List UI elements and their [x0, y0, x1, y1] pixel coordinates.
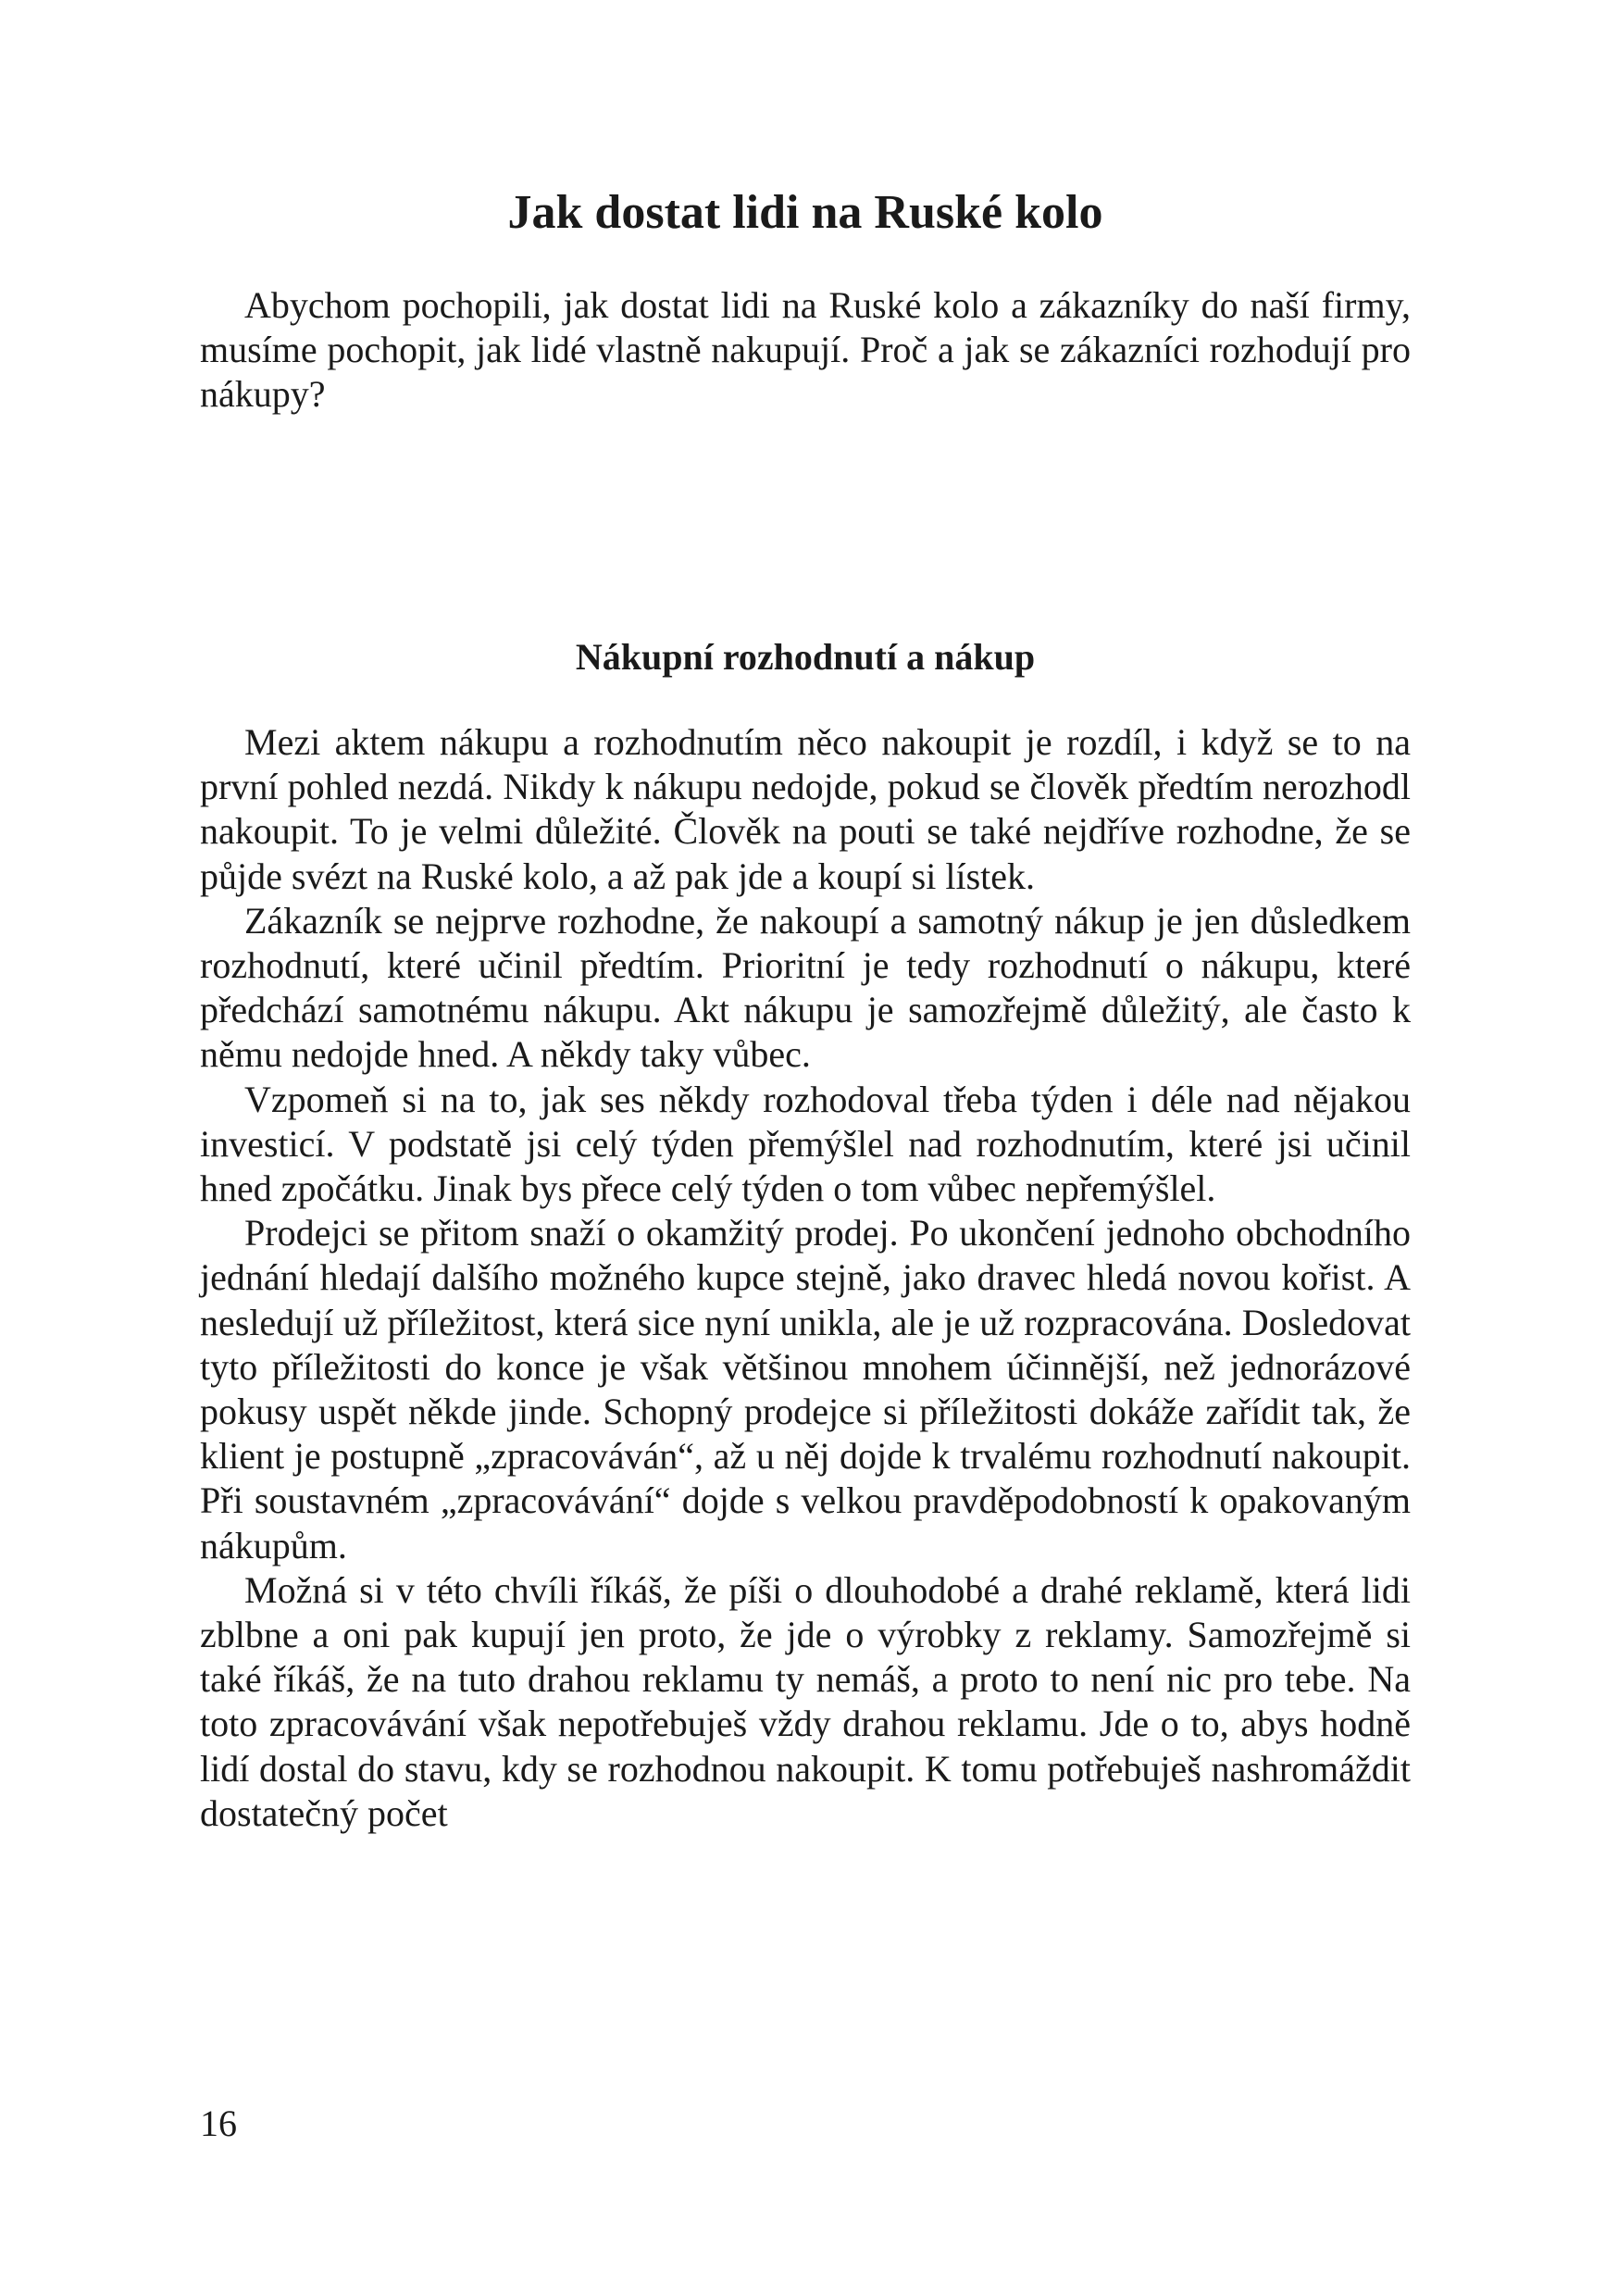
body-paragraph: Prodejci se přitom snaží o okamžitý prodej. Po ukončení jednoho obchodního jednání hledají dalšího možného kupce stejně, jako dravec hledá novou kořist. A nesledují už příležitost, která sice nyní unikla, ale je už rozpracována. Dosledovat tyto příležitosti do konce je však většinou mnohem účinnější, než jednorázové pokusy uspět někde jinde. Schopný prodejce si příležitosti dokáže zařídit tak, že klient je postupně „zpracováván“, až u něj dojde k trvalému rozhodnutí nakoupit. Při soustavném „zpracovávání“ dojde s velkou pravděpodobností k opakovaným nákupům. [200, 1212, 1411, 1566]
body-paragraph: Zákazník se nejprve rozhodne, že nakoupí a samotný nákup je jen důsledkem rozhodnutí, které učinil předtím. Prioritní je tedy rozhodnutí o nákupu, které předchází samotnému nákupu. Akt nákupu je samozřejmě důležitý, ale často k němu nedojde hned. A někdy taky vůbec. [200, 899, 1411, 1076]
body-paragraph: Mezi aktem nákupu a rozhodnutím něco nakoupit je rozdíl, i když se to na první pohled nezdá. Nikdy k nákupu nedojde, pokud se člověk předtím nerozhodl nakoupit. To je velmi důležité. Člověk na pouti se také nejdříve rozhodne, že se půjde svézt na Ruské kolo, a až pak jde a koupí si lístek. [200, 721, 1411, 897]
section-body [200, 720, 1411, 1836]
body-paragraph: Možná si v této chvíli říkáš, že píši o dlouhodobé a drahé reklamě, která lidi zblbne a oni pak kupují jen proto, že jde o výrobky z reklamy. Samozřejmě si také říkáš, že na tuto drahou reklamu ty nemáš, a proto to není nic pro tebe. Na toto zpracovávání však nepotřebuješ vždy drahou reklamu. Jde o to, abys hodně lidí dostal do stavu, kdy se rozhodnou nakoupit. K tomu potřebuješ nashromáždit dostatečný počet [200, 1568, 1411, 1834]
chapter-title: Jak dostat lidi na Ruské kolo [507, 186, 1103, 239]
section-title: Nákupní rozhodnutí a nákup [575, 636, 1036, 678]
chapter-intro [200, 283, 1411, 418]
body-paragraph: Vzpomeň si na to, jak ses někdy rozhodoval třeba týden i déle nad nějakou investicí. V podstatě jsi celý týden přemýšlel nad rozhodnutím, které jsi učinil hned zpočátku. Jinak bys přece celý týden o tom vůbec nepřemýšlel. [200, 1078, 1411, 1210]
page-number: 16 [200, 2103, 237, 2144]
intro-paragraph: Abychom pochopili, jak dostat lidi na Ruské kolo a zákazníky do naší firmy, musíme pochopit, jak lidé vlastně nakupují. Proč a jak se zákazníci rozhodují pro nákupy? [200, 284, 1411, 416]
